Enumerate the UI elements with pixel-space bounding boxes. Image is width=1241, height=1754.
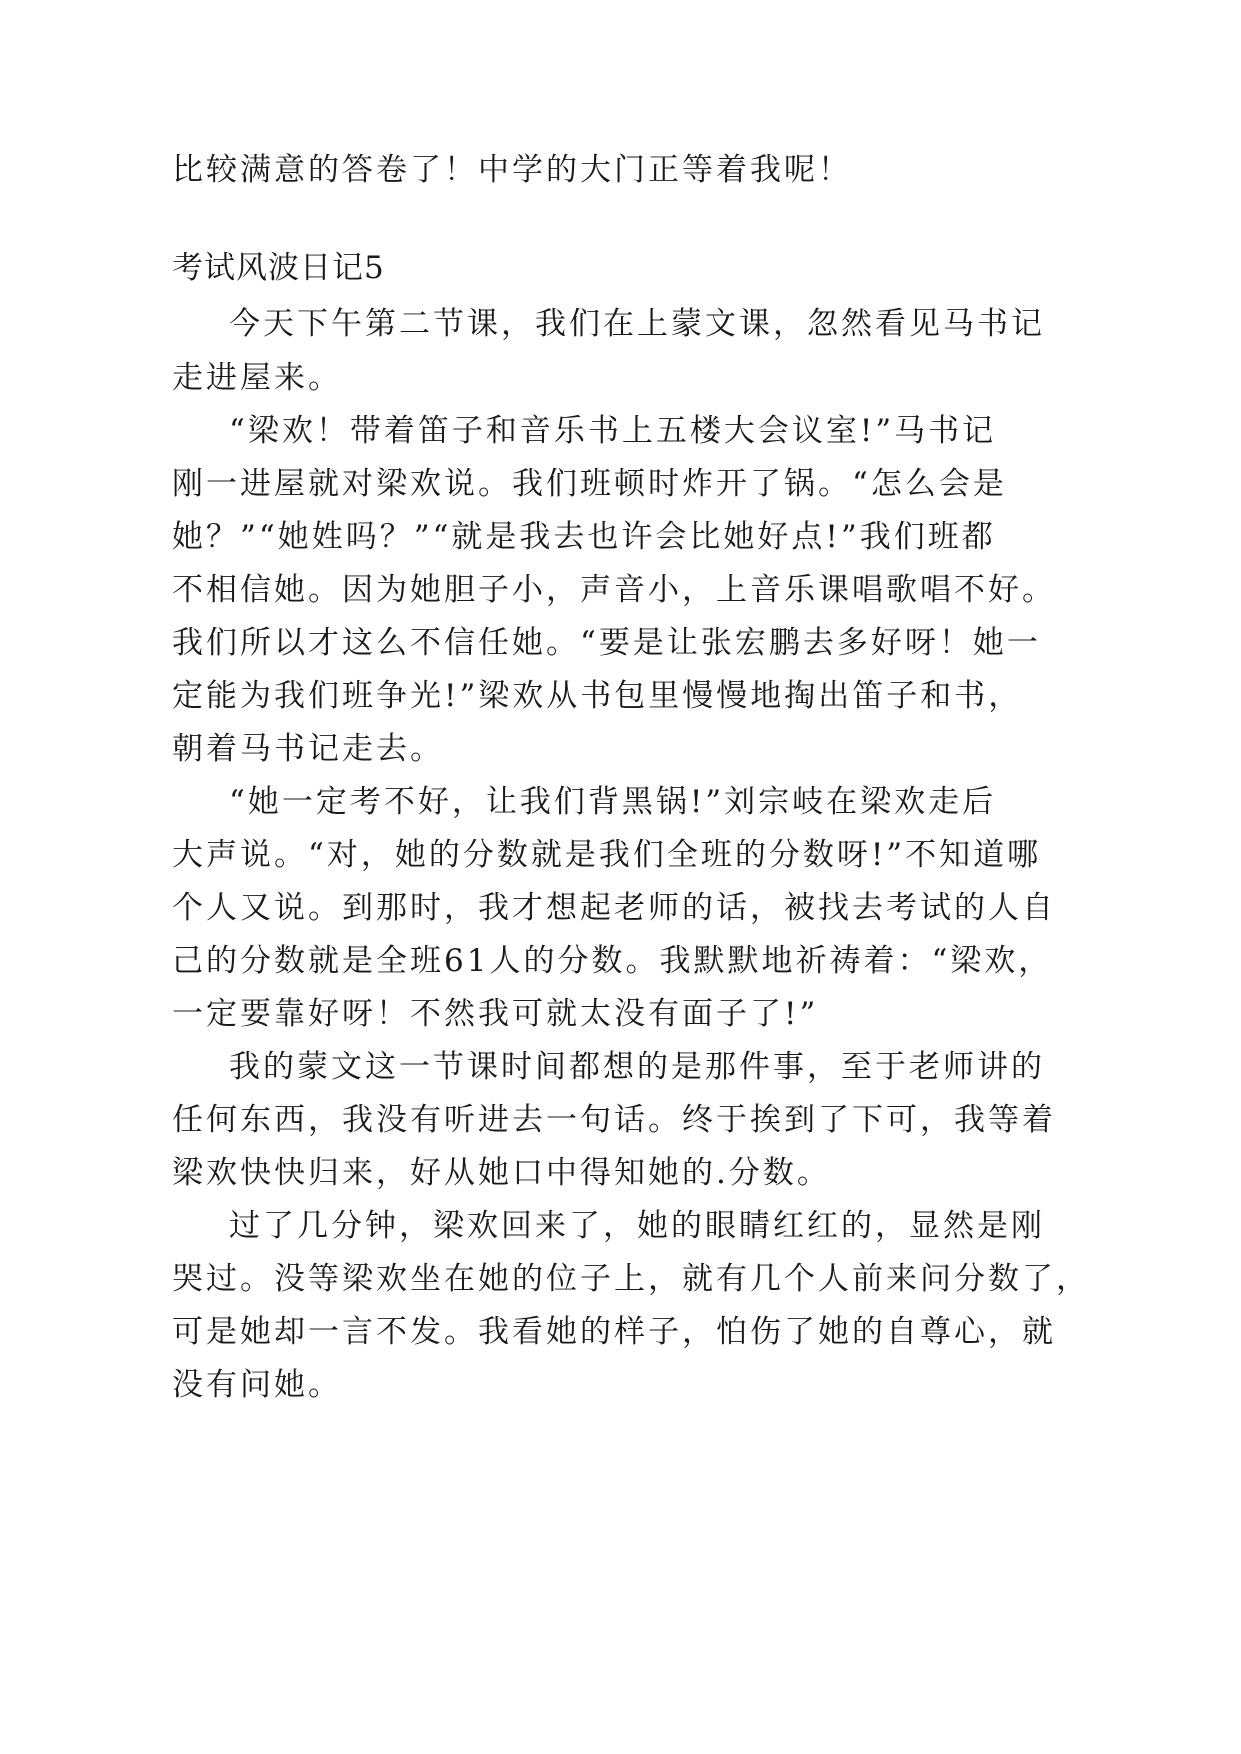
paragraph-line: 己的分数就是全班61人的分数。我默默地祈祷着：“梁欢， — [172, 943, 1053, 979]
paragraph-line: 走进屋来。 — [172, 360, 342, 396]
paragraph-line: 不相信她。因为她胆子小，声音小，上音乐课唱歌唱不好。 — [172, 572, 1056, 608]
paragraph-line: 没有问她。 — [172, 1367, 342, 1403]
paragraph-line: 大声说。“对，她的分数就是我们全班的分数呀!”不知道哪 — [172, 837, 1042, 873]
paragraph-line: “她一定考不好，让我们背黑锅!”刘宗岐在梁欢走后 — [229, 784, 997, 820]
paragraph-line: 可是她却一言不发。我看她的样子，怕伤了她的自尊心，就 — [172, 1314, 1056, 1350]
paragraph-line: 梁欢快快归来，好从她口中得知她的.分数。 — [172, 1155, 831, 1191]
paragraph-line: 我们所以才这么不信任她。“要是让张宏鹏去多好呀！她一 — [172, 625, 1041, 661]
paragraph-line: 今天下午第二节课，我们在上蒙文课，忽然看见马书记 — [229, 306, 1045, 342]
page-title: 考试风波日记5 — [172, 250, 385, 286]
paragraph-line: 刚一进屋就对梁欢说。我们班顿时炸开了锅。“怎么会是 — [172, 466, 1007, 502]
paragraph-line: 我的蒙文这一节课时间都想的是那件事，至于老师讲的 — [229, 1049, 1045, 1085]
paragraph-line: 定能为我们班争光!”梁欢从书包里慢慢地掏出笛子和书， — [172, 678, 1023, 714]
paragraph-line: “梁欢！带着笛子和音乐书上五楼大会议室!”马书记 — [229, 413, 997, 449]
paragraph-line: 哭过。没等梁欢坐在她的位子上，就有几个人前来问分数了， — [172, 1261, 1090, 1297]
intro-line: 比较满意的答卷了！中学的大门正等着我呢！ — [172, 152, 852, 188]
paragraph-line: 一定要靠好呀！不然我可就太没有面子了!” — [172, 996, 819, 1032]
paragraph-line: 个人又说。到那时，我才想起老师的话，被找去考试的人自 — [172, 890, 1056, 926]
paragraph-line: 她？”“她姓吗？”“就是我去也许会比她好点!”我们班都 — [172, 519, 996, 555]
paragraph-line: 任何东西，我没有听进去一句话。终于挨到了下可，我等着 — [172, 1102, 1056, 1138]
paragraph-line: 朝着马书记走去。 — [172, 731, 444, 767]
paragraph-line: 过了几分钟，梁欢回来了，她的眼睛红红的，显然是刚 — [229, 1208, 1045, 1244]
